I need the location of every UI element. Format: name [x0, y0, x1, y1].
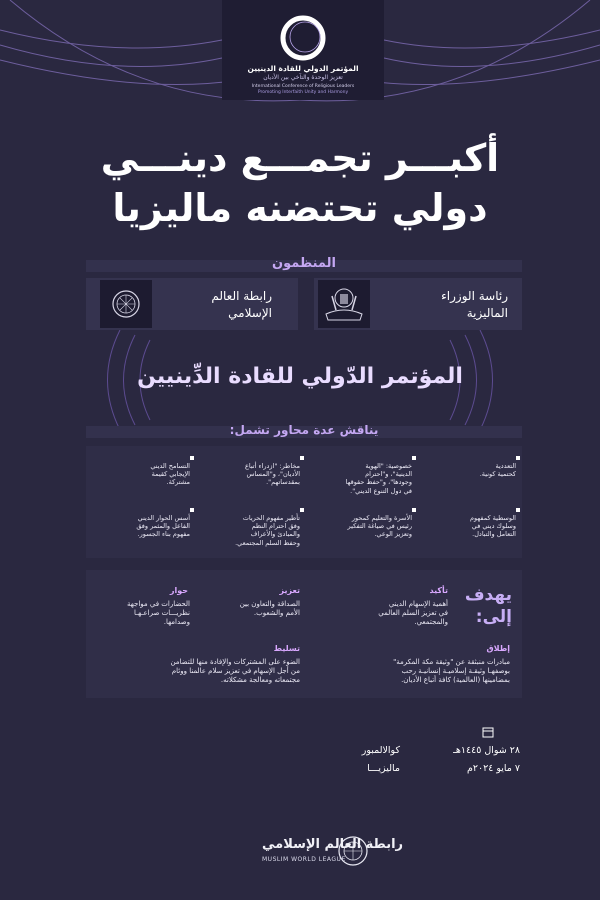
date-gregorian: ٧ مايو ٢٠٢٤م: [467, 763, 520, 774]
malaysia-coat-of-arms-icon: [318, 280, 370, 328]
calendar-icon: [482, 726, 494, 738]
goal-text-1: أهمية الإسهام الديني في تعزيز السلم العالمي والمجتمعي.: [378, 600, 448, 626]
topic-item-6: الأسرة والتعليم كمحور رئيس في صياغة التفكير وتعزيز الوعي.: [347, 514, 412, 539]
topic-bullet: [412, 508, 416, 512]
topic-bullet: [190, 456, 194, 460]
goal-head-3: حوار: [169, 586, 188, 595]
logo-name-ar: المؤتمر الدولي للقادة الدينيين: [247, 64, 359, 73]
topics-title: يناقش عدة محاور تشمل:: [229, 423, 379, 437]
topic-bullet: [190, 508, 194, 512]
goal-text-3: الحضارات في مواجهة نظريـــات صراعـهـا وصدامها.: [127, 600, 190, 626]
topic-item-8: أسس الحوار الديني الفاعل والمثمر وفق مفهوم بناء الجسور.: [136, 514, 190, 539]
headline-line1: أكبـــر تجمـــع دينـــي: [100, 136, 500, 180]
topic-item-7: تأطير مفهوم الحريات وفق احترام النظم والمبادئ والأعراف وحفظ السلم المجتمعي.: [235, 514, 300, 547]
logo-tagline-ar: تعزيز الوحدة والتآخي بين الأديان: [263, 74, 343, 81]
date-hijri: ٢٨ شوال ١٤٤٥هـ: [453, 745, 520, 756]
conference-ring-icon: [279, 14, 327, 62]
topic-item-2: خصوصية: "الهوية الدينية"، و"احترام وجودها"، و"حفظ حقوقها في دول التنوع الديني".: [345, 462, 412, 495]
goal-head-2: تعزيز: [279, 586, 300, 595]
organizer-pm-line1: رئاسة الوزراء: [441, 289, 508, 303]
organizer-mwl-line2: الإسلامي: [228, 306, 272, 320]
event-city: كوالالمبور: [361, 745, 400, 756]
goal-text-5: الضوء على المشتركات والإفادة منها للتضامن من أجل الإسهام في تعزيز سلام عالمنا ووئام مجتمعاته ومعالجة مشكلاته.: [170, 658, 300, 684]
topic-bullet: [516, 508, 520, 512]
topic-item-5: الوسطية كمفهوم وسلوك ديني في التعامل والتبادل.: [470, 514, 516, 539]
footer-name-ar: رابطة العالم الإسلامي: [262, 837, 404, 852]
mwl-emblem-icon: [100, 280, 152, 328]
goal-head-1: تأكيد: [429, 586, 448, 595]
footer-name-en: MUSLIM WORLD LEAGUE: [262, 856, 346, 863]
topic-bullet: [300, 508, 304, 512]
topic-bullet: [412, 456, 416, 460]
goal-head-4: إطلاق: [486, 644, 510, 653]
conference-logo: [222, 0, 384, 100]
organizer-pm-line2: الماليزية: [466, 306, 508, 320]
organizer-mwl-line1: رابطة العالم: [211, 289, 272, 303]
headline-line2: دولي تحتضنه ماليزيا: [112, 186, 488, 230]
topic-item-4: التسامح الديني الإيجابي كقيمة مشتركة.: [150, 462, 190, 487]
topic-bullet: [516, 456, 520, 460]
event-country: ماليزيـــا: [367, 763, 400, 774]
organizers-title: المنظمون: [272, 256, 336, 271]
conference-title: المؤتمر الدّولي للقادة الدِّينيين: [137, 364, 463, 389]
topic-item-3: مخاطر: "ازدراء أتباع الأديان"، و"المساس بمقدساتهم".: [244, 462, 300, 487]
goals-aim-heading: يهدف إلى:: [464, 585, 512, 627]
logo-name-en: International Conference of Religious Leaders: [251, 84, 355, 89]
topic-bullet: [300, 456, 304, 460]
goal-head-5: تسليط: [273, 644, 300, 653]
topic-item-1: التعددية كحتمية كونية.: [479, 462, 516, 479]
logo-tagline-en: Promoting Interfaith Unity and Harmony: [257, 90, 349, 95]
goal-text-4: مبادرات منبثقة عن "وثيقة مكة المكرمة" بوصفهـا وثيقـة إسلاميـة إنسانيـة رحب بمضامينها (العالمية) كافة أتباع الأديان.: [393, 658, 510, 684]
goal-text-2: الصداقة والتعاون بين الأمم والشعوب.: [239, 600, 300, 617]
